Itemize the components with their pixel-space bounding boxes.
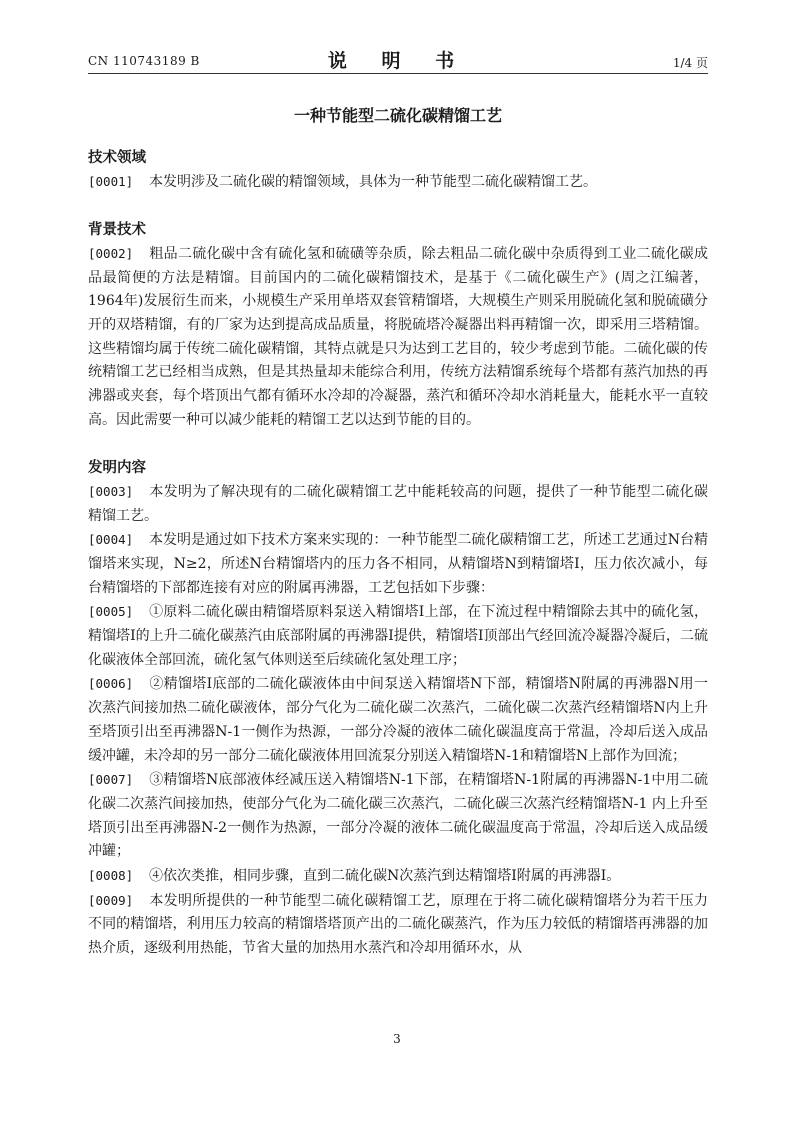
paragraph	[88, 672, 708, 768]
paragraph-number: [0005]	[88, 604, 134, 620]
document-body	[88, 146, 708, 961]
section-heading: 背景技术	[88, 221, 146, 239]
paragraph	[88, 242, 708, 433]
paragraph	[88, 768, 708, 864]
paragraph-number: [0006]	[88, 676, 134, 692]
paragraph-number: [0007]	[88, 772, 134, 788]
document-type: 说 明 书	[327, 50, 469, 72]
paragraph	[88, 889, 708, 961]
paragraph-number: [0004]	[88, 532, 134, 548]
paragraph-number: [0003]	[88, 483, 134, 499]
header-rule	[88, 73, 708, 74]
section-heading: 发明内容	[88, 459, 146, 477]
patent-number: CN 110743189 B	[88, 54, 200, 68]
page-number: 3	[393, 1032, 401, 1046]
paragraph-text: ①原料二硫化碳由精馏塔原料泵送入精馏塔I上部，在下流过程中精馏除去其中的硫化氢，精馏塔I的上升二硫化碳蒸汽由底部附属的再沸器I提供，精馏塔I顶部出气经回流冷凝器冷凝后，二硫化碳液体全部回流，硫化氢气体则送至后续硫化氢处理工序；	[88, 604, 708, 668]
paragraph-text: 本发明为了解决现有的二硫化碳精馏工艺中能耗较高的问题，提供了一种节能型二硫化碳精馏工艺。	[88, 483, 708, 524]
paragraph	[88, 528, 708, 600]
paragraph-number: [0001]	[88, 173, 134, 189]
paragraph	[88, 864, 708, 889]
paragraph-text: 本发明涉及二硫化碳的精馏领域，具体为一种节能型二硫化碳精馏工艺。	[149, 173, 597, 190]
paragraph-text: ④依次类推，相同步骤，直到二硫化碳N次蒸汽到达精馏塔I附属的再沸器I。	[149, 868, 621, 885]
paragraph	[88, 480, 708, 528]
paragraph-number: [0008]	[88, 868, 134, 884]
page-info: 1/4 页	[672, 56, 708, 70]
paragraph-text: ③精馏塔N底部液体经减压送入精馏塔N-1下部，在精馏塔N-1附属的再沸器N-1中用二硫化碳二次蒸汽间接加热，使部分气化为二硫化碳三次蒸汽，二硫化碳三次蒸汽经精馏塔N-1 内上升至塔顶引出至再沸器N-2一侧作为热源，一部分冷凝的液体二硫化碳温度高于常温，冷却后送入成品缓冲罐；	[88, 772, 708, 860]
page-header	[88, 46, 708, 72]
paragraph-text: 本发明所提供的一种节能型二硫化碳精馏工艺，原理在于将二硫化碳精馏塔分为若干压力不同的精馏塔，利用压力较高的精馏塔塔顶产出的二硫化碳蒸汽，作为压力较低的精馏塔再沸器的加热介质，逐级利用热能，节省大量的加热用水蒸汽和冷却用循环水，从	[88, 892, 708, 957]
paragraph-text: 粗品二硫化碳中含有硫化氢和硫磺等杂质，除去粗品二硫化碳中杂质得到工业二硫化碳成品最简便的方法是精馏。目前国内的二硫化碳精馏技术，是基于《二硫化碳生产》(周之江编著，1964年)发展衍生而来，小规模生产采用单塔双套管精馏塔，大规模生产则采用脱硫化氢和脱硫磺分开的双塔精馏，有的厂家为达到提高成品质量，将脱硫塔冷凝器出料再精馏一次，即采用三塔精馏。这些精馏均属于传统二硫化碳精馏，其特点就是只为达到工艺目的，较少考虑到节能。二硫化碳的传统精馏工艺已经相当成熟，但是其热量却未能综合利用，传统方法精馏系统每个塔都有蒸汽加热的再沸器或夹套，每个塔顶出气都有循环水冷却的冷凝器，蒸汽和循环冷却水消耗量大，能耗水平一直较高。因此需要一种可以减少能耗的精馏工艺以达到节能的目的。	[88, 245, 708, 428]
paragraph	[88, 170, 708, 195]
paragraph-text: ②精馏塔I底部的二硫化碳液体由中间泵送入精馏塔N下部，精馏塔N附属的再沸器N用一次蒸汽间接加热二硫化碳液体，部分气化为二硫化碳二次蒸汽，二硫化碳二次蒸汽经精馏塔N内上升至塔顶引出至再沸器N-1一侧作为热源，一部分冷凝的液体二硫化碳温度高于常温，冷却后送入成品缓冲罐，未冷却的另一部分二硫化碳液体用回流泵分别送入精馏塔N-1和精馏塔N上部作为回流；	[88, 676, 708, 764]
document-title: 一种节能型二硫化碳精馏工艺	[293, 106, 502, 125]
paragraph-number: [0009]	[88, 892, 134, 908]
paragraph-number: [0002]	[88, 245, 134, 261]
paragraph	[88, 600, 708, 672]
section-heading: 技术领域	[88, 149, 146, 166]
paragraph-text: 本发明是通过如下技术方案来实现的：一种节能型二硫化碳精馏工艺，所述工艺通过N台精馏塔来实现，N≥2，所述N台精馏塔内的压力各不相同，从精馏塔N到精馏塔I，压力依次减小，每台精馏塔的下部都连接有对应的附属再沸器，工艺包括如下步骤：	[88, 532, 708, 596]
